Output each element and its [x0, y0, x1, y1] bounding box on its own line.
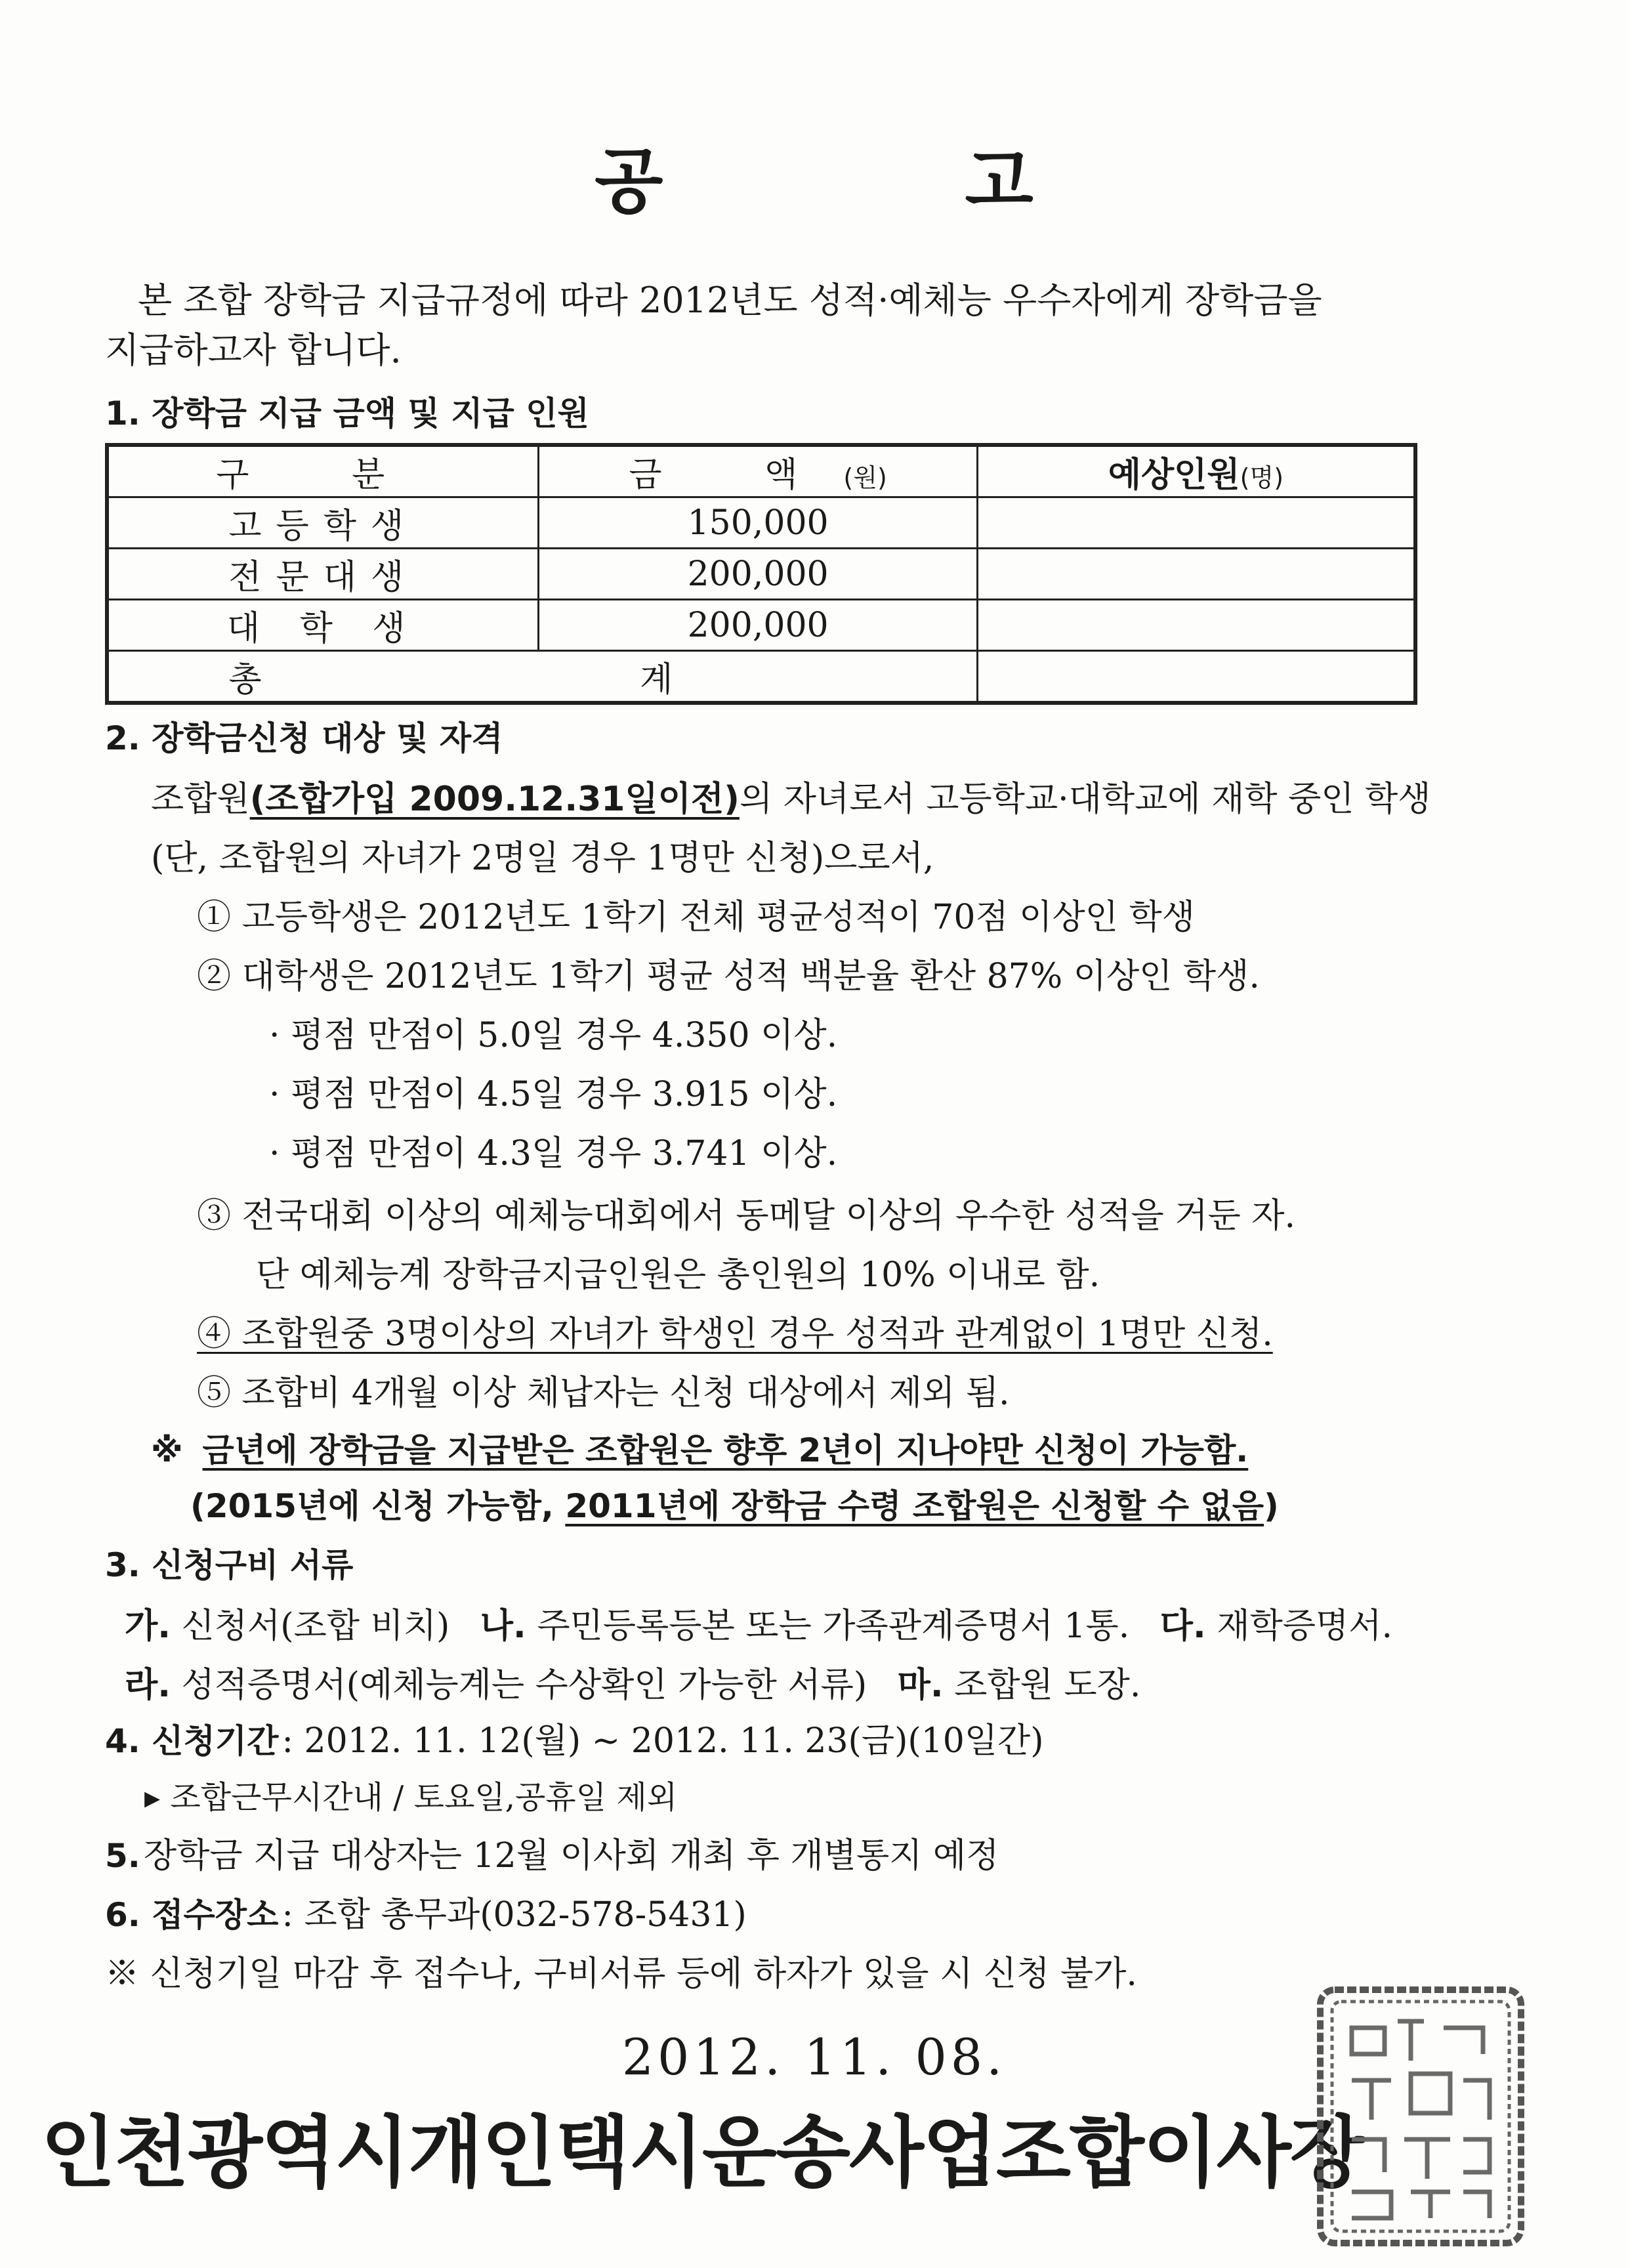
- criteria-item-3-detail: 단 예체능계 장학금지급인원은 총인원의 10% 이내로 함.: [256, 1255, 1100, 1295]
- header-amount-unit: (원): [843, 463, 887, 492]
- gpa-rule-1: · 평점 만점이 5.0일 경우 4.350 이상.: [269, 1016, 838, 1055]
- table-row: [107, 497, 1415, 549]
- total-label: 총 계: [107, 651, 977, 704]
- criteria-item-2: ② 대학생은 2012년도 1학기 평균 성적 백분율 환산 87% 이상인 학생.: [197, 957, 1260, 996]
- issuer-signature: 인천광역시개인택시운송사업조합이사장: [41, 2107, 1364, 2198]
- criteria-item-5: ⑤ 조합비 4개월 이상 체납자는 신청 대상에서 제외 됨.: [197, 1374, 1010, 1413]
- section4-period: [105, 1713, 1044, 1762]
- section6-place: [105, 1887, 747, 1936]
- restriction-note-1: [151, 1424, 1248, 1471]
- scholarship-amount-table: [105, 443, 1417, 705]
- row-amount: 200,000: [539, 549, 977, 600]
- criteria-item-3: ③ 전국대회 이상의 예체능대회에서 동메달 이상의 우수한 성적을 거둔 자.: [197, 1196, 1296, 1236]
- section6-value: : 조합 총무과(032-578-5431): [282, 1895, 747, 1935]
- row-category: 대 학 생: [107, 600, 539, 651]
- row-expected: [977, 600, 1415, 651]
- documents-row-1: 가. 신청서(조합 비치) 나. 주민등록등본 또는 가족관계증명서 1통. 다. 재학증명서.: [125, 1606, 1393, 1646]
- row-amount: 150,000: [539, 497, 977, 549]
- gpa-rule-3: · 평점 만점이 4.3일 경우 3.741 이상.: [269, 1134, 838, 1173]
- section3-heading: 3. 신청구비 서류: [105, 1546, 354, 1584]
- header-expected: 예상인원(명): [977, 445, 1415, 497]
- section4-sub: ▸ 조합근무시간내 / 토요일,공휴일 제외: [144, 1779, 678, 1816]
- section1-heading: 1. 장학금 지급 금액 및 지급 인원: [105, 394, 589, 432]
- section2-line-1: 조합원(조합가입 2009.12.31일이전)의 자녀로서 고등학교·대학교에 재학 중인 학생: [151, 780, 1431, 819]
- notice-title: [0, 125, 1628, 226]
- criteria-item-1: ① 고등학생은 2012년도 1학기 전체 평균성적이 70점 이상인 학생: [197, 898, 1195, 937]
- issue-date: 2012. 11. 08.: [621, 2028, 1007, 2086]
- title-char-1: 공: [595, 141, 663, 223]
- gpa-rule-2: · 평점 만점이 4.5일 경우 3.915 이상.: [269, 1075, 838, 1114]
- intro-paragraph: [105, 276, 1322, 375]
- table-header-row: [107, 445, 1415, 497]
- table-total-row: [107, 651, 1415, 704]
- row-expected: [977, 549, 1415, 600]
- intro-line-1: 본 조합 장학금 지급규정에 따라 2012년도 성적·예체능 우수자에게 장학금을: [138, 280, 1322, 321]
- criteria-item-4: ④ 조합원중 3명이상의 자녀가 학생인 경우 성적과 관계없이 1명만 신청.: [197, 1314, 1273, 1354]
- table-row: [107, 549, 1415, 600]
- header-category: 구 분: [107, 445, 539, 497]
- row-amount: 200,000: [539, 600, 977, 651]
- title-char-2: 고: [965, 141, 1033, 223]
- total-expected: [977, 651, 1415, 704]
- official-seal-stamp: [1312, 1982, 1529, 2251]
- header-expected-unit: (명): [1240, 463, 1284, 492]
- table-row: [107, 600, 1415, 651]
- section4-value: : 2012. 11. 12(월) ~ 2012. 11. 23(금)(10일간): [282, 1721, 1044, 1761]
- section2-heading: 2. 장학금신청 대상 및 자격: [105, 719, 503, 757]
- section6-label: 6. 접수장소: [105, 1896, 279, 1934]
- restriction-note-2: (2015년에 신청 가능함, 2011년에 장학금 수령 조합원은 신청할 수 없음): [190, 1487, 1279, 1525]
- restriction-note-2-emph: 2011년에 장학금 수령 조합원은 신청할 수 없음: [565, 1487, 1264, 1525]
- section5-notification: 5. 장학금 지급 대상자는 12월 이사회 개최 후 개별통지 예정: [105, 1836, 999, 1876]
- section2-line-2: (단, 조합원의 자녀가 2명일 경우 1명만 신청)으로서,: [151, 839, 934, 878]
- note-mark: ※: [151, 1431, 183, 1469]
- membership-date-condition: (조합가입 2009.12.31일이전): [249, 780, 740, 819]
- row-category: 전문대생: [107, 549, 539, 600]
- restriction-text: 금년에 장학금을 지급받은 조합원은 향후 2년이 지나야만 신청이 가능함.: [202, 1431, 1249, 1469]
- header-amount: 금 액(원): [539, 445, 977, 497]
- intro-line-2: 지급하고자 합니다.: [105, 329, 402, 371]
- final-note: ※ 신청기일 마감 후 접수나, 구비서류 등에 하자가 있을 시 신청 불가.: [105, 1954, 1137, 1994]
- documents-row-2: 라. 성적증명서(예체능계는 수상확인 가능한 서류) 마. 조합원 도장.: [125, 1666, 1141, 1705]
- section4-label: 4. 신청기간: [105, 1722, 279, 1760]
- row-expected: [977, 497, 1415, 549]
- row-category: 고등학생: [107, 497, 539, 549]
